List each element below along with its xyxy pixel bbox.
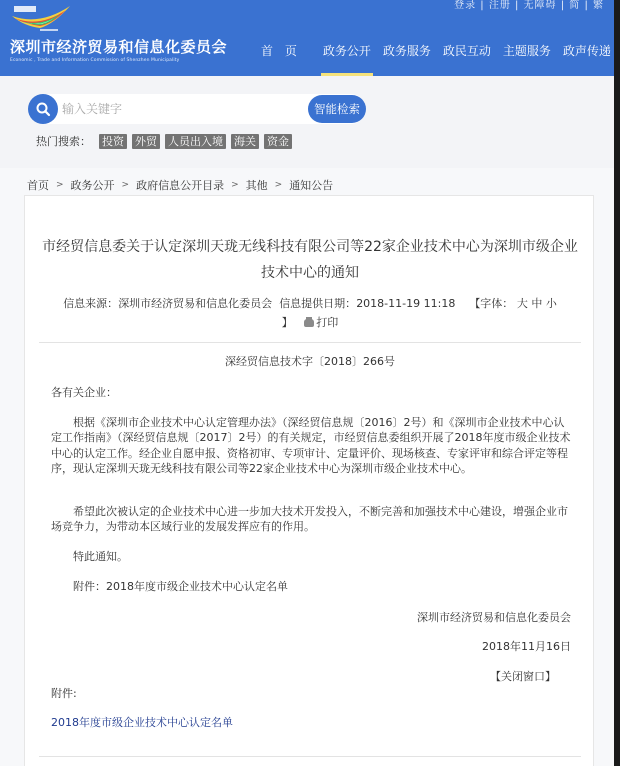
window-edge (614, 0, 620, 766)
site-header (0, 0, 614, 76)
bottom-divider (39, 756, 581, 757)
nav-home[interactable]: 首 页 (261, 44, 301, 58)
breadcrumb-notices[interactable]: 通知公告 (289, 179, 334, 192)
date-label: 信息提供日期： (279, 297, 357, 310)
date-value: 2018-11-19 11:18 (356, 297, 456, 310)
nav-government-affairs-public[interactable]: 政务公开 (317, 40, 377, 76)
search-icon[interactable] (28, 94, 58, 124)
print-link[interactable]: 打印 (316, 316, 339, 329)
breadcrumb-government-affairs-public[interactable]: 政务公开 (70, 179, 115, 192)
paragraph-attachment: 附件：2018年度市级企业技术中心认定名单 (73, 580, 288, 593)
font-size-large[interactable]: 大 (516, 297, 528, 310)
hot-tag-investment[interactable]: 投资 (99, 134, 127, 149)
chevron-right-icon: > (274, 180, 283, 190)
meta-divider (39, 342, 581, 343)
site-title: 深圳市经济贸易和信息化委员会 (10, 38, 228, 56)
chevron-right-icon: > (121, 180, 130, 190)
hot-tag-customs[interactable]: 海关 (231, 134, 259, 149)
font-size-medium[interactable]: 中 (531, 297, 543, 310)
article-card (24, 195, 594, 766)
search-input[interactable] (62, 94, 292, 124)
hot-tag-funds[interactable]: 资金 (264, 134, 292, 149)
shenzhen-wing-logo-icon[interactable] (10, 4, 72, 34)
nav-theme-services[interactable]: 主题服务 (502, 44, 551, 58)
close-window-link[interactable]: 【关闭窗口】 (490, 670, 556, 683)
breadcrumb-other[interactable]: 其他 (245, 179, 268, 192)
site-subtitle: Economic , Trade and Information Commission of Shenzhen Municipality (10, 58, 180, 63)
font-size-small[interactable]: 小 (545, 297, 557, 310)
article-meta (39, 294, 581, 332)
nav-government-services[interactable]: 政务服务 (382, 44, 431, 58)
paragraph-2: 希望此次被认定的企业技术中心进一步加大技术开发投入，不断完善和加强技术中心建设，增强企业市场竞争力，为带动本区域行业的发展发挥应有的作用。 (51, 505, 568, 534)
article-title: 市经贸信息委关于认定深圳天珑无线科技有限公司等22家企业技术中心为深圳市级企业技术中心的通知 (42, 239, 578, 281)
source-label: 信息来源： (63, 297, 119, 310)
salutation: 各有关企业： (51, 386, 117, 399)
document-number: 深经贸信息技术字〔2018〕266号 (225, 355, 395, 368)
attachment-link[interactable]: 2018年度市级企业技术中心认定名单 (51, 716, 233, 729)
font-size-close-bracket: 】 (281, 316, 293, 329)
paragraph-closing: 特此通知。 (73, 550, 128, 563)
main-nav (255, 40, 617, 76)
hot-tag-foreign-trade[interactable]: 外贸 (132, 134, 160, 149)
breadcrumb (27, 177, 333, 193)
printer-icon[interactable] (304, 319, 314, 327)
source-value: 深圳市经济贸易和信息化委员会 (118, 297, 273, 310)
search-area (0, 76, 614, 168)
font-size-label: 【字体： (469, 297, 514, 310)
hot-tag-immigration[interactable]: 人员出入境 (165, 134, 226, 149)
chevron-right-icon: > (56, 180, 64, 190)
breadcrumb-home[interactable]: 首页 (27, 179, 49, 192)
attachments-list (51, 715, 573, 730)
search-bar (28, 94, 366, 124)
hot-searches (36, 133, 292, 149)
attachments-label: 附件: (51, 687, 77, 700)
nav-public-interaction[interactable]: 政民互动 (442, 44, 491, 58)
paragraph-1: 根据《深圳市企业技术中心认定管理办法》（深经贸信息规〔2016〕2号）和《深圳市企业技术中心认定工作指南》（深经贸信息规〔2017〕2号）的有关规定，市经贸信息委组织开展了2018年度市级企业技术中心的认定工作。经企业自愿申报、资格初审、专项审计、定量评价、现场核查、专家评审和综合评定等程序，现认定深圳天珑无线科技有限公司等22家企业技术中心为深圳市级企业技术中心。 (51, 416, 571, 476)
hot-search-label: 热门搜索： (36, 135, 91, 148)
breadcrumb-info-disclosure-catalog[interactable]: 政府信息公开目录 (136, 179, 225, 192)
chevron-right-icon: > (231, 180, 239, 190)
smart-search-button[interactable]: 智能检索 (308, 95, 366, 123)
signature: 深圳市经济贸易和信息化委员会 (417, 611, 571, 624)
nav-policy-communication[interactable]: 政声传递 (562, 44, 611, 58)
sign-date: 2018年11月16日 (482, 640, 571, 653)
top-links[interactable]: 登录 | 注册 | 无障碍 | 简 | 繁 (454, 0, 604, 11)
